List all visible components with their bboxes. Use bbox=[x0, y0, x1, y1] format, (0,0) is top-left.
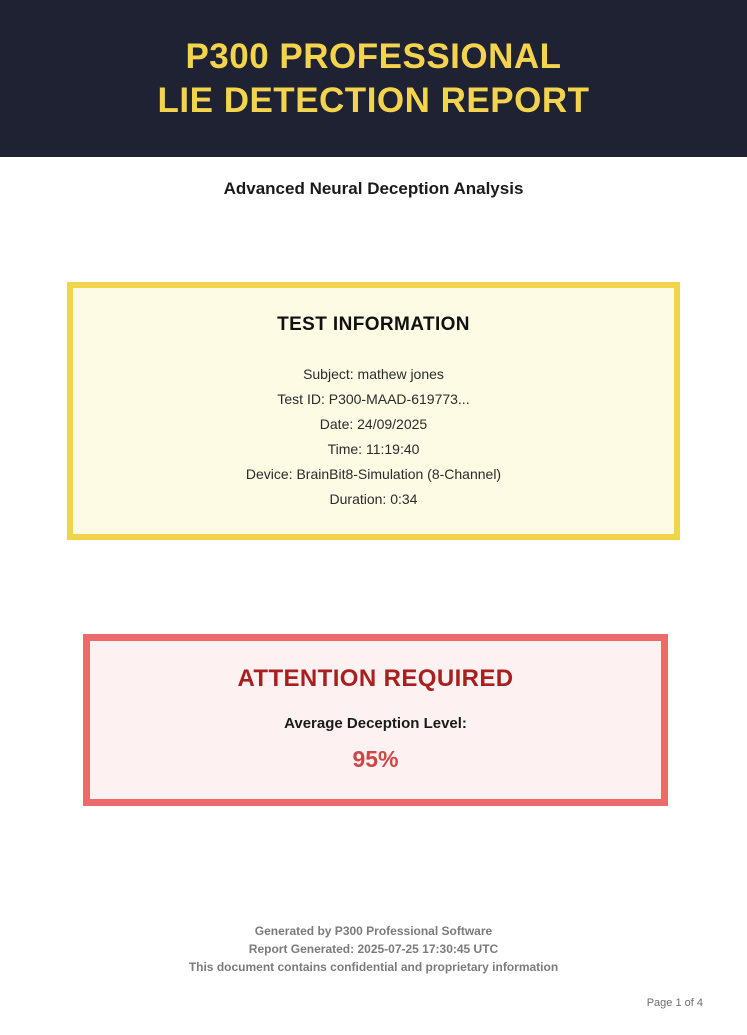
report-header-banner bbox=[0, 0, 747, 157]
report-title-line-2: LIE DETECTION REPORT bbox=[157, 80, 590, 120]
footer-confidentiality-notice: This document contains confidential and proprietary information bbox=[188, 960, 559, 974]
report-footer bbox=[0, 922, 747, 976]
test-information-heading: TEST INFORMATION bbox=[277, 314, 470, 335]
test-info-duration: Duration: 0:34 bbox=[329, 491, 418, 507]
test-info-device: Device: BrainBit8-Simulation (8-Channel) bbox=[245, 466, 502, 482]
test-info-time: Time: 11:19:40 bbox=[327, 441, 420, 457]
page-number: Page 1 of 4 bbox=[646, 997, 703, 1009]
average-deception-label: Average Deception Level: bbox=[284, 715, 467, 732]
report-subtitle: Advanced Neural Deception Analysis bbox=[223, 179, 524, 198]
alert-title: ATTENTION REQUIRED bbox=[237, 665, 514, 692]
footer-generated-timestamp: Report Generated: 2025-07-25 17:30:45 UTC bbox=[248, 942, 499, 956]
test-info-subject: Subject: mathew jones bbox=[303, 366, 444, 382]
footer-generated-by: Generated by P300 Professional Software bbox=[254, 924, 493, 938]
test-information-card bbox=[67, 282, 680, 540]
report-title-line-1: P300 PROFESSIONAL bbox=[185, 36, 562, 76]
attention-required-card bbox=[83, 634, 668, 806]
average-deception-value: 95% bbox=[352, 746, 399, 772]
test-info-date: Date: 24/09/2025 bbox=[319, 416, 428, 432]
test-info-test-id: Test ID: P300-MAAD-619773... bbox=[277, 391, 470, 407]
